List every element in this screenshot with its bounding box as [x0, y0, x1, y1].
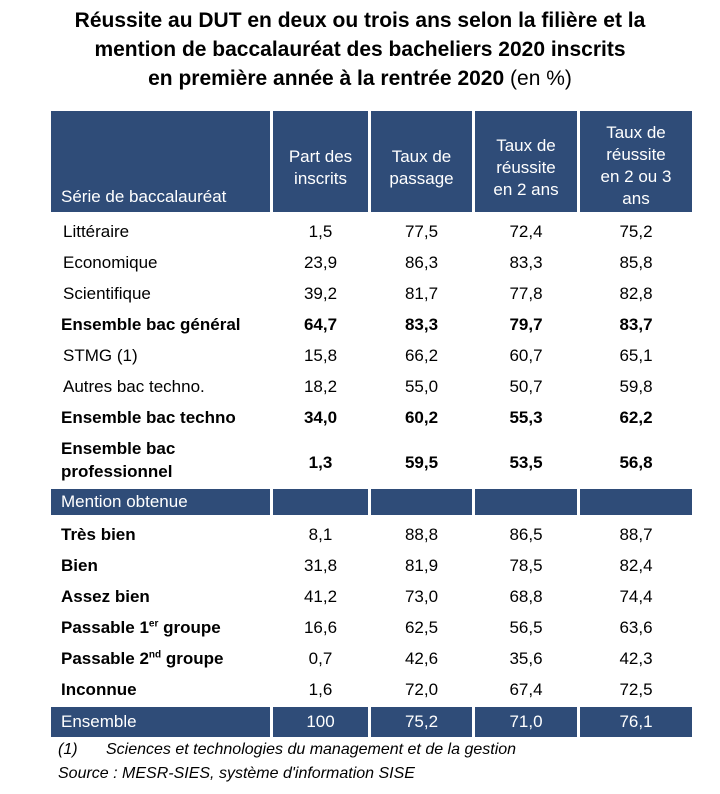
cell-success-23: 63,6	[619, 618, 653, 637]
total-share: 100	[273, 707, 368, 737]
results-table	[51, 111, 692, 737]
cell-share: 8,1	[308, 525, 333, 544]
cell-share: 34,0	[303, 408, 338, 427]
cell-share: 1,5	[308, 222, 333, 241]
header-success-23-l3: en 2 ou 3	[600, 167, 672, 186]
row-label: Ensemble bac techno	[61, 408, 236, 427]
header-share	[273, 111, 368, 212]
cell-success-2: 35,6	[509, 649, 543, 668]
cell-success-23: 83,7	[619, 315, 653, 334]
cell-share: 31,8	[303, 556, 338, 575]
row-label: Scientifique	[63, 284, 151, 303]
cell-success-2: 53,5	[509, 453, 543, 472]
row-label: Inconnue	[61, 680, 137, 699]
cell-success-2: 60,7	[509, 346, 543, 365]
header-success-23-l4: ans	[622, 189, 650, 208]
row-label-a: Passable 2	[61, 649, 149, 668]
cell-passage: 72,0	[404, 680, 439, 699]
table-row	[51, 247, 692, 278]
cell-share: 16,6	[303, 618, 338, 637]
row-label: Autres bac techno.	[63, 377, 205, 396]
header-series-label: Série de baccalauréat	[61, 187, 227, 206]
row-label: STMG (1)	[63, 346, 138, 365]
cell-share: 64,7	[303, 315, 338, 334]
cell-passage: 81,9	[404, 556, 439, 575]
cell-passage: 86,3	[404, 253, 439, 272]
footnote-text: Sciences et technologies du management et de la gestion	[106, 741, 517, 758]
band-cell	[580, 489, 692, 515]
cell-success-2: 86,5	[509, 525, 543, 544]
table-row-subtotal	[51, 402, 692, 433]
table-row	[51, 278, 692, 309]
table-title	[0, 6, 720, 93]
cell-share: 15,8	[303, 346, 338, 365]
footnote-1	[58, 738, 516, 762]
cell-success-23: 65,1	[619, 346, 653, 365]
cell-success-2: 78,5	[509, 556, 543, 575]
row-label: Assez bien	[61, 587, 150, 606]
cell-success-23: 59,8	[619, 377, 653, 396]
cell-success-2: 68,8	[509, 587, 543, 606]
header-passage-l2: passage	[389, 169, 454, 188]
row-label: Bien	[61, 556, 98, 575]
header-success-2-l2: réussite	[496, 158, 556, 177]
table-row-subtotal	[51, 433, 692, 485]
row-label-sup: er	[148, 618, 159, 630]
cell-passage: 59,5	[404, 453, 439, 472]
row-label	[61, 649, 223, 669]
header-passage	[371, 111, 472, 212]
cell-share: 23,9	[303, 253, 338, 272]
row-label-b: groupe	[158, 618, 221, 637]
total-label: Ensemble	[51, 707, 270, 737]
mention-band-label: Mention obtenue	[51, 489, 270, 515]
header-passage-l1: Taux de	[391, 147, 452, 166]
cell-success-23: 42,3	[619, 649, 653, 668]
table-total-row	[51, 707, 692, 737]
cell-success-23: 85,8	[619, 253, 653, 272]
cell-share: 41,2	[303, 587, 338, 606]
table-row	[51, 612, 692, 643]
cell-success-2: 83,3	[509, 253, 543, 272]
cell-share: 1,3	[308, 453, 333, 472]
footnotes	[58, 738, 516, 786]
cell-success-2: 50,7	[509, 377, 543, 396]
row-label-line-1: Ensemble bac	[61, 439, 176, 458]
header-success-2	[475, 111, 577, 212]
cell-success-23: 56,8	[619, 453, 653, 472]
header-success-2-l1: Taux de	[496, 136, 556, 155]
title-line-3-text: en première année à la rentrée 2020	[148, 67, 505, 90]
cell-share: 1,6	[308, 680, 333, 699]
row-label-line-2: professionnel	[61, 462, 173, 481]
row-label: Ensemble bac général	[61, 315, 241, 334]
cell-passage: 55,0	[404, 377, 439, 396]
cell-success-23: 88,7	[619, 525, 653, 544]
row-label-b: groupe	[161, 649, 224, 668]
cell-success-23: 62,2	[619, 408, 653, 427]
cell-passage: 81,7	[404, 284, 439, 303]
cell-share: 0,7	[308, 649, 333, 668]
cell-share: 18,2	[303, 377, 338, 396]
cell-passage: 62,5	[404, 618, 439, 637]
band-cell	[475, 489, 577, 515]
title-line-2: mention de baccalauréat des bacheliers 2020 inscrits	[94, 38, 626, 61]
header-series	[51, 111, 270, 212]
table-row	[51, 643, 692, 674]
total-success-23: 76,1	[580, 707, 692, 737]
cell-success-23: 74,4	[619, 587, 653, 606]
table-row	[51, 550, 692, 581]
table-row	[51, 581, 692, 612]
cell-passage: 60,2	[404, 408, 439, 427]
cell-success-23: 82,4	[619, 556, 653, 575]
row-label: Economique	[63, 253, 158, 272]
cell-success-23: 75,2	[619, 222, 653, 241]
header-share-l2: inscrits	[294, 169, 347, 188]
band-cell	[273, 489, 368, 515]
cell-passage: 42,6	[404, 649, 439, 668]
table-row	[51, 674, 692, 705]
row-label	[61, 437, 175, 483]
title-line-1: Réussite au DUT en deux ou trois ans selon la filière et la	[74, 9, 646, 32]
cell-passage: 73,0	[404, 587, 439, 606]
cell-passage: 77,5	[404, 222, 439, 241]
cell-success-2: 79,7	[509, 315, 543, 334]
mention-section-header	[51, 489, 692, 515]
title-unit: (en %)	[510, 67, 572, 90]
cell-share: 39,2	[303, 284, 338, 303]
cell-passage: 66,2	[404, 346, 439, 365]
total-success-2: 71,0	[475, 707, 577, 737]
cell-success-2: 77,8	[509, 284, 543, 303]
cell-success-23: 72,5	[619, 680, 653, 699]
row-label: Très bien	[61, 525, 136, 544]
source-note: Source : MESR-SIES, système d'information SISE	[58, 765, 415, 782]
table-row	[51, 216, 692, 247]
total-passage: 75,2	[371, 707, 472, 737]
table-row-subtotal	[51, 309, 692, 340]
header-share-l1: Part des	[288, 147, 353, 166]
cell-passage: 88,8	[404, 525, 439, 544]
table-row	[51, 340, 692, 371]
row-label: Littéraire	[63, 222, 130, 241]
cell-success-2: 72,4	[509, 222, 543, 241]
header-success-23	[580, 111, 692, 212]
row-label	[61, 618, 221, 638]
header-success-23-l2: réussite	[606, 145, 666, 164]
header-success-23-l1: Taux de	[606, 123, 666, 142]
cell-success-2: 67,4	[509, 680, 543, 699]
cell-success-2: 55,3	[509, 408, 543, 427]
cell-success-23: 82,8	[619, 284, 653, 303]
footnote-number: (1)	[58, 741, 78, 758]
title-line-3	[0, 64, 720, 93]
table-row	[51, 371, 692, 402]
cell-success-2: 56,5	[509, 618, 543, 637]
row-label-a: Passable 1	[61, 618, 149, 637]
cell-passage: 83,3	[404, 315, 439, 334]
band-cell	[371, 489, 472, 515]
table-header	[51, 111, 692, 212]
header-success-2-l3: en 2 ans	[493, 180, 559, 199]
row-label-sup: nd	[148, 649, 162, 661]
table-row	[51, 519, 692, 550]
